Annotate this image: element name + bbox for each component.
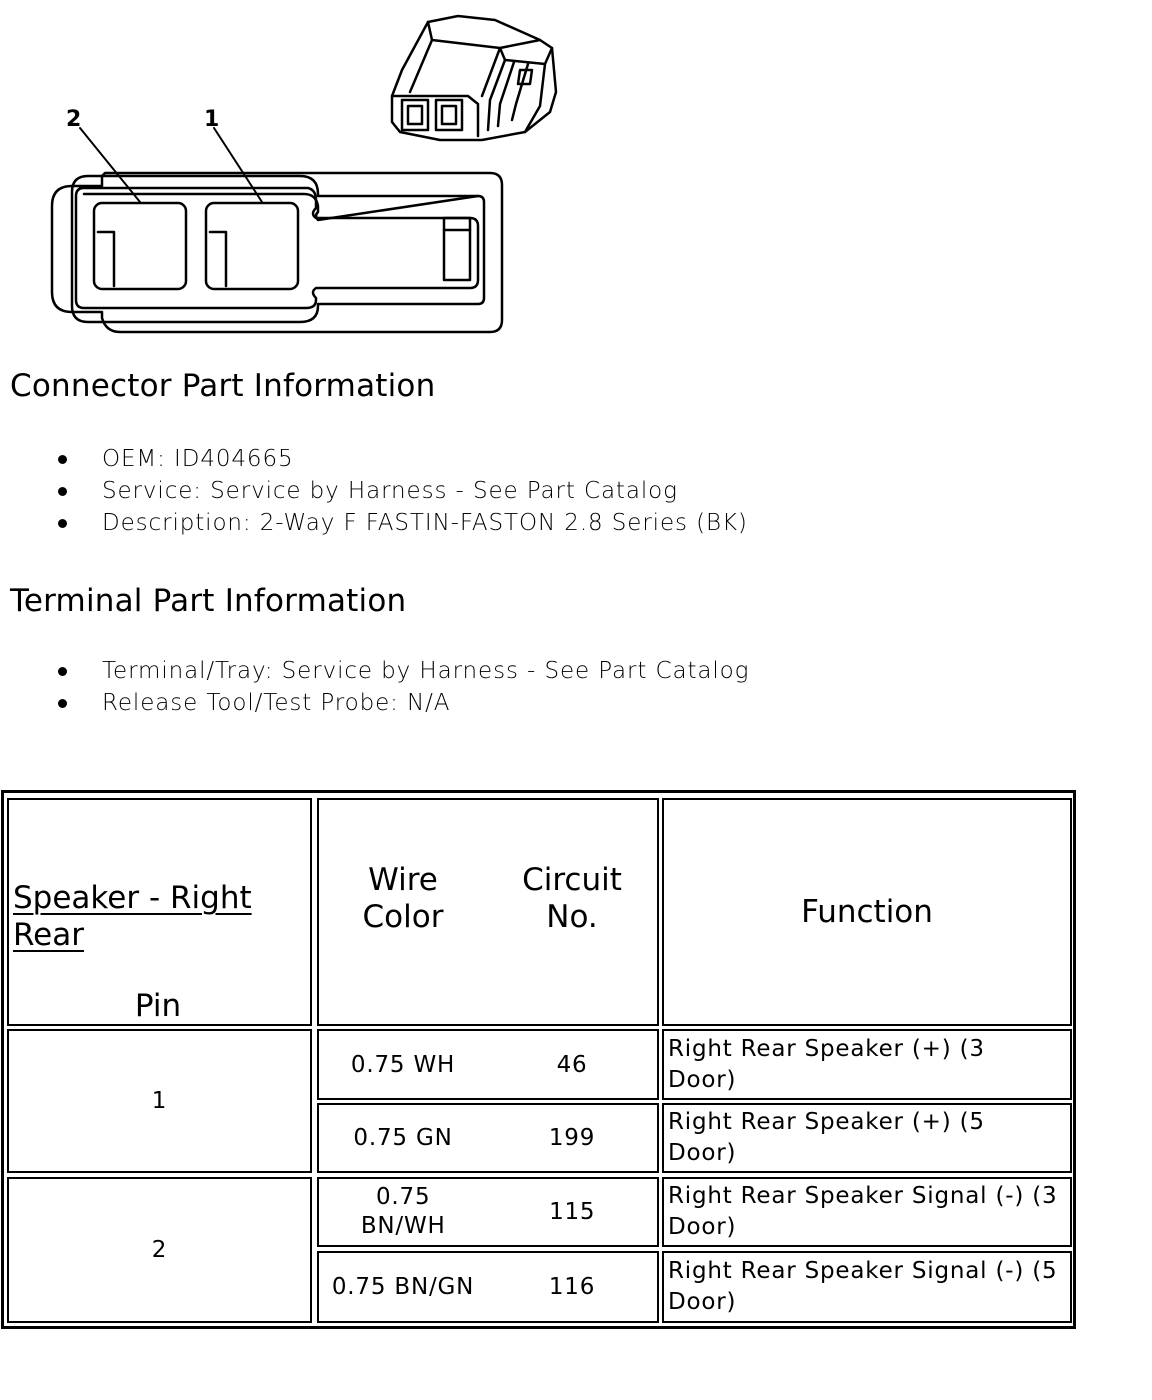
connector-body <box>72 176 484 322</box>
header-function-label: Function <box>801 893 933 930</box>
circuit-number: 46 <box>556 1051 588 1078</box>
function-text: Right Rear Speaker Signal (-) (3 Door) <box>668 1183 1058 1240</box>
connector-part-heading: Connector Part Information <box>10 368 436 404</box>
connector-part-list <box>0 443 748 539</box>
list-item: Release Tool/Test Probe: N/A <box>0 687 749 719</box>
pin-1-cavity <box>206 203 298 289</box>
pin-2-label: 2 <box>66 107 82 132</box>
table-row <box>317 1177 659 1247</box>
list-item: Service: Service by Harness - See Part Catalog <box>0 475 748 507</box>
pinout-table <box>1 790 1076 1329</box>
function-text: Right Rear Speaker (+) (3 Door) <box>668 1035 985 1093</box>
table-row <box>317 1029 659 1100</box>
header-circuit-label: Circuit No. <box>522 862 622 935</box>
circuit-number: 199 <box>548 1125 596 1151</box>
list-item: Description: 2-Way F FASTIN-FASTON 2.8 Series (BK) <box>0 507 748 539</box>
list-item: OEM: ID404665 <box>0 443 748 475</box>
function-text: Right Rear Speaker (+) (5 Door) <box>668 1109 985 1166</box>
function-text: Right Rear Speaker Signal (-) (5 Door) <box>668 1258 1058 1315</box>
wire-color: 0.75 WH <box>350 1051 456 1078</box>
header-wire-color <box>317 798 487 1026</box>
wire-color: 0.75 BN/GN <box>331 1274 475 1300</box>
pin-2-cavity <box>94 203 186 289</box>
circuit-number: 115 <box>549 1199 596 1225</box>
header-circuit-no <box>487 798 659 1026</box>
wire-color: 0.75 GN <box>353 1125 453 1151</box>
function-cell <box>662 1103 1072 1173</box>
connector-diagram <box>0 0 600 345</box>
header-connector-pin <box>7 798 312 1026</box>
pin-1-cell <box>7 1029 312 1173</box>
circuit-number: 116 <box>548 1274 596 1300</box>
pin-1-label: 1 <box>204 107 220 132</box>
pin-number: 1 <box>151 1088 168 1114</box>
connector-3d-icon <box>392 16 556 140</box>
terminal-part-list <box>0 655 749 719</box>
function-cell <box>662 1177 1072 1247</box>
pin-number: 2 <box>151 1237 168 1263</box>
table-row <box>317 1251 659 1323</box>
wire-color: 0.75 BN/WH <box>360 1184 446 1239</box>
header-wire-color-label: Wire Color <box>362 862 444 935</box>
header-function <box>662 798 1072 1026</box>
function-cell <box>662 1251 1072 1323</box>
header-pin: Pin <box>134 988 182 1024</box>
table-row <box>317 1103 659 1173</box>
list-item: Terminal/Tray: Service by Harness - See Part Catalog <box>0 655 749 687</box>
function-cell <box>662 1029 1072 1100</box>
pin-2-cell <box>7 1177 312 1323</box>
connector-name: Speaker - Right Rear <box>13 880 252 953</box>
terminal-part-heading: Terminal Part Information <box>10 583 407 619</box>
